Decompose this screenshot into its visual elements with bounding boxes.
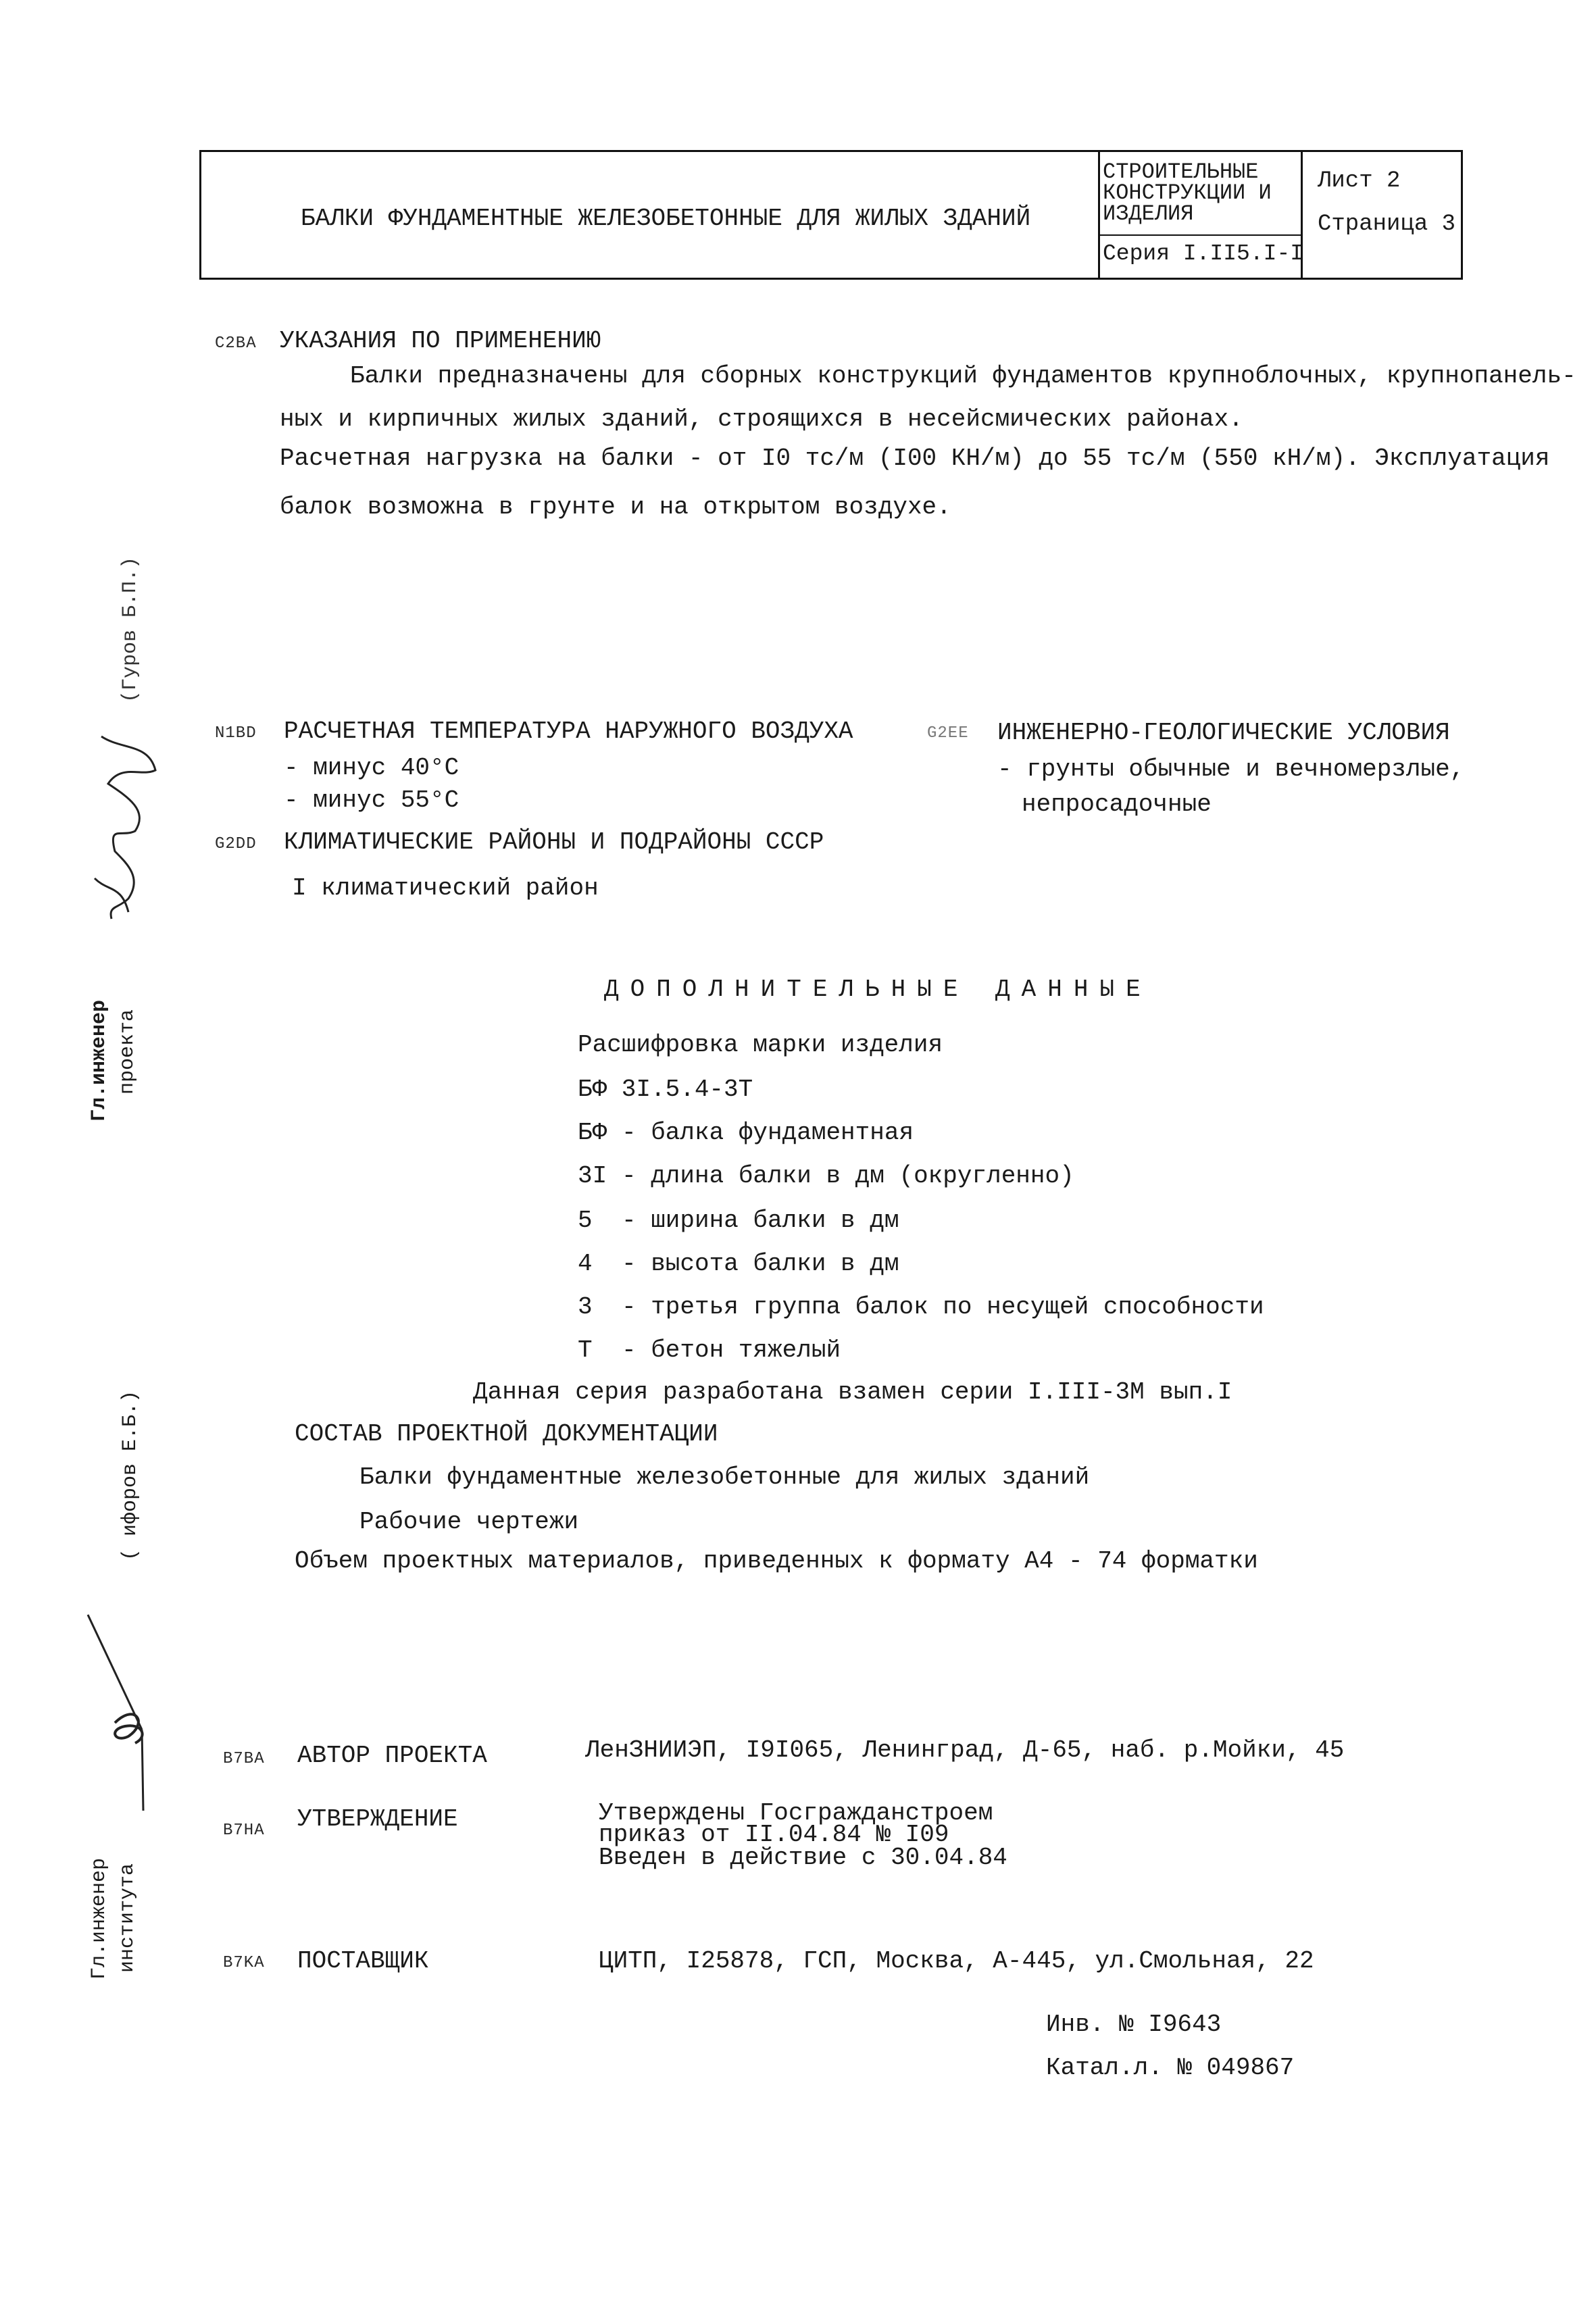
margin-name-1: (Гуров Б.П.) <box>119 556 142 703</box>
mark-key-bf: БФ <box>578 1119 607 1147</box>
mark-text-bf: - балка фундаментная <box>622 1119 914 1147</box>
approval-line-3: Введен в действие с 30.04.84 <box>599 1844 1007 1871</box>
documentation-heading: СОСТАВ ПРОЕКТНОЙ ДОКУМЕНТАЦИИ <box>295 1420 718 1448</box>
mark-text-length: - длина балки в дм (округленно) <box>622 1162 1074 1190</box>
supplier-label: ПОСТАВЩИК <box>297 1947 429 1975</box>
margin-name-2: ( ифоров Е.Б.) <box>119 1390 142 1561</box>
category-line-2: КОНСТРУКЦИИ И <box>1103 180 1272 205</box>
mark-key-width: 5 <box>578 1207 593 1234</box>
inventory-number: Инв. № I9643 <box>1046 2011 1222 2038</box>
product-mark: БФ 3I.5.4-3Т <box>578 1076 753 1103</box>
category-divider <box>1100 234 1301 236</box>
temperature-code: N1BD <box>215 724 257 743</box>
additional-heading: ДОПОЛНИТЕЛЬНЫЕ ДАННЫЕ <box>604 976 1152 1003</box>
author-code: B7BA <box>223 1750 265 1768</box>
mark-text-width: - ширина балки в дм <box>622 1207 899 1234</box>
series-label: Серия I.II5.I-I <box>1103 241 1304 266</box>
geology-line-2: непросадочные <box>1022 790 1212 818</box>
approval-code: B7HA <box>223 1821 265 1840</box>
mark-text-height: - высота балки в дм <box>622 1250 899 1278</box>
application-line-4: балок возможна в грунте и на открытом воздухе. <box>280 493 951 521</box>
page-number: Страница 3 <box>1318 211 1456 237</box>
climate-heading: КЛИМАТИЧЕСКИЕ РАЙОНЫ И ПОДРАЙОНЫ СССР <box>284 828 824 856</box>
approval-line-1: Утверждены Госгражданстроем <box>599 1799 993 1827</box>
climate-value: I климатический район <box>292 874 599 902</box>
supplier-code: B7KA <box>223 1954 265 1972</box>
replacement-note: Данная серия разработана взамен серии I.III-3М вып.I <box>473 1378 1232 1406</box>
mark-text-concrete: - бетон тяжелый <box>622 1336 841 1364</box>
documentation-line-2: Рабочие чертежи <box>359 1508 579 1536</box>
margin-role-1-line-2: проекта <box>116 1009 139 1095</box>
geology-heading: ИНЖЕНЕРНО-ГЕОЛОГИЧЕСКИЕ УСЛОВИЯ <box>997 719 1450 747</box>
decode-title: Расшифровка марки изделия <box>578 1031 943 1059</box>
margin-role-2-line-2: института <box>116 1863 139 1973</box>
margin-role-2-line-1: Гл.инженер <box>88 1857 111 1980</box>
geology-line-1: - грунты обычные и вечномерзлые, <box>997 755 1465 783</box>
signature-2-icon <box>74 1608 162 1824</box>
category-cell <box>1100 152 1303 278</box>
catalog-number: Катал.л. № 049867 <box>1046 2054 1295 2082</box>
margin-role-1-line-1: Гл.инженер <box>88 999 111 1122</box>
temperature-item-1: - минус 40°С <box>284 754 459 782</box>
sheet-cell <box>1303 152 1461 278</box>
mark-key-height: 4 <box>578 1250 593 1278</box>
documentation-volume: Объем проектных материалов, приведенных к формату А4 - 74 форматки <box>295 1547 1258 1575</box>
approval-line-2: приказ от II.04.84 № I09 <box>599 1821 949 1848</box>
mark-key-group: 3 <box>578 1293 593 1321</box>
author-value: ЛенЗНИИЭП, I9I065, Ленинград, Д-65, наб. р.Мойки, 45 <box>585 1736 1345 1764</box>
application-line-2: ных и кирпичных жилых зданий, строящихся в несейсмических районах. <box>280 405 1243 433</box>
mark-text-group: - третья группа балок по несущей способности <box>622 1293 1264 1321</box>
approval-label: УТВЕРЖДЕНИЕ <box>297 1805 458 1833</box>
sheet-number: Лист 2 <box>1318 168 1401 194</box>
author-label: АВТОР ПРОЕКТА <box>297 1742 487 1769</box>
category-line-3: ИЗДЕЛИЯ <box>1103 201 1194 226</box>
title-cell <box>201 152 1100 278</box>
geology-code: G2EE <box>927 724 969 743</box>
supplier-value: ЦИТП, I25878, ГСП, Москва, А-445, ул.Смольная, 22 <box>599 1947 1314 1975</box>
application-line-3: Расчетная нагрузка на балки - от I0 тс/м (I00 КН/м) до 55 тс/м (550 кН/м). Эксплуатация <box>280 445 1550 472</box>
mark-key-concrete: Т <box>578 1336 593 1364</box>
climate-code: G2DD <box>215 835 257 853</box>
title-block <box>199 150 1463 280</box>
application-code: C2BA <box>215 334 257 353</box>
signature-1-icon <box>81 723 169 926</box>
mark-key-length: 3I <box>578 1162 607 1190</box>
application-heading: УКАЗАНИЯ ПО ПРИМЕНЕНИЮ <box>280 327 601 355</box>
documentation-line-1: Балки фундаментные железобетонные для жилых зданий <box>359 1463 1090 1491</box>
document-title: БАЛКИ ФУНДАМЕНТНЫЕ ЖЕЛЕЗОБЕТОННЫЕ ДЛЯ ЖИЛЫХ ЗДАНИЙ <box>301 205 1031 232</box>
application-line-1: Балки предназначены для сборных конструкций фундаментов крупноблочных, крупнопанель- <box>350 362 1576 390</box>
category-line-1: СТРОИТЕЛЬНЫЕ <box>1103 159 1259 184</box>
temperature-heading: РАСЧЕТНАЯ ТЕМПЕРАТУРА НАРУЖНОГО ВОЗДУХА <box>284 718 853 745</box>
temperature-item-2: - минус 55°С <box>284 786 459 814</box>
